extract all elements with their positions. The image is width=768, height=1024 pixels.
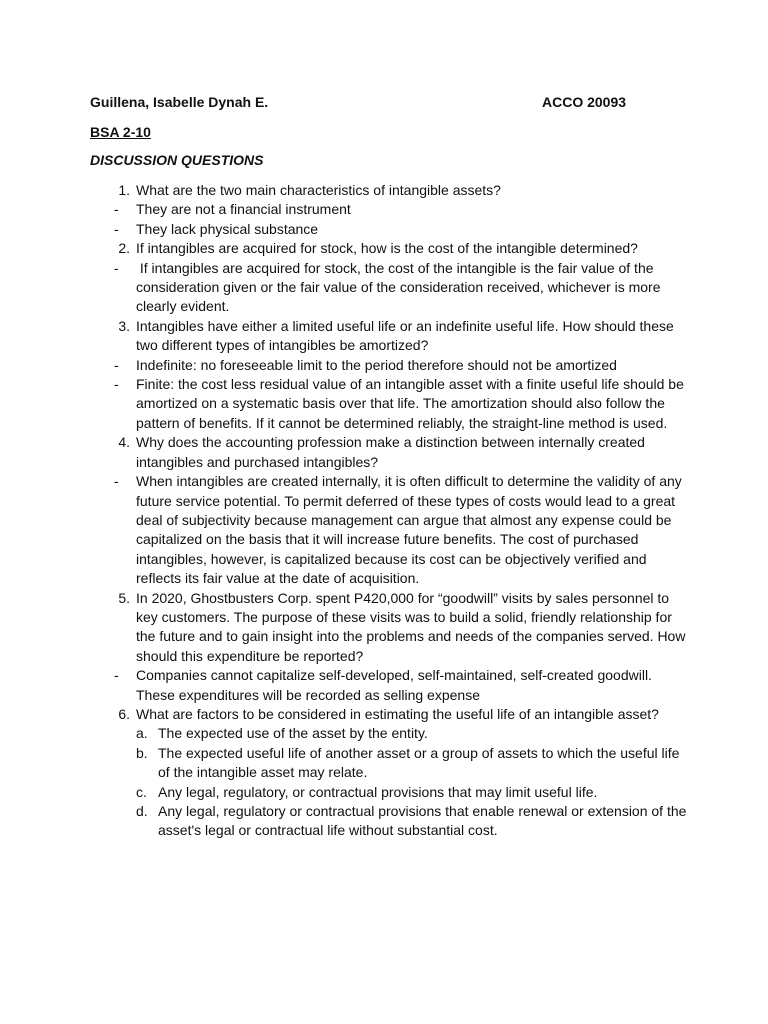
answer-text: Companies cannot capitalize self-developed, self-maintained, self-created goodwill. These expenditures will be recorded as selling expense (136, 667, 652, 703)
list-marker: - (114, 201, 119, 218)
answer-4 (90, 472, 690, 588)
question-text: Why does the accounting profession make a distinction between internally created intangibles and purchased intangibles? (136, 434, 645, 470)
factor-text: The expected use of the asset by the entity. (158, 725, 428, 742)
sub-marker: a. (136, 725, 148, 742)
answer-text: Finite: the cost less residual value of an intangible asset with a finite useful life should be amortized on a systematic basis over that life. The amortization should also follow the pattern of benefits. If it cannot be determined reliably, the straight-line method is used. (136, 376, 684, 431)
sub-marker: c. (136, 783, 147, 800)
answer-text: When intangibles are created internally, it is often difficult to determine the validity of any future service potential. To permit deferred of these types of costs would lead to a great deal of subjectivity because management can argue that almost any expense could be capitalized on the basis that it will increase future benefits. The cost of purchased intangibles, however, is capitalized because its cost can be objectively verified and reflects its fair value at the date of acquisition. (136, 473, 682, 587)
course-code: ACCO 20093 (542, 94, 627, 110)
answer-3b (90, 375, 690, 433)
question-text: In 2020, Ghostbusters Corp. spent P420,000 for “goodwill” visits by sales personnel to key customers. The purpose of these visits was to build a solid, friendly relationship for the future and to gain insight into the problems and needs of the companies served. How should this expenditure be reported? (136, 589, 686, 664)
student-name: Guillena, Isabelle Dynah E. (90, 94, 269, 110)
list-marker: - (114, 376, 119, 393)
list-marker: - (114, 356, 119, 373)
list-marker: 5. (118, 589, 130, 606)
list-marker: - (114, 220, 119, 237)
list-marker: - (114, 259, 119, 276)
question-text: What are factors to be considered in estimating the useful life of an intangible asset? (136, 705, 659, 722)
answer-2 (90, 259, 690, 317)
sub-marker: d. (136, 803, 148, 819)
answer-text: They are not a financial instrument (136, 201, 351, 218)
list-marker: 1. (118, 182, 130, 198)
factor-text: Any legal, regulatory or contractual provisions that enable renewal or extension of the asset's legal or contractual life without substantial cost. (158, 803, 687, 839)
answer-text: Indefinite: no foreseeable limit to the period therefore should not be amortized (136, 356, 617, 373)
factor-text: Any legal, regulatory, or contractual provisions that may limit useful life. (158, 783, 598, 800)
question-text: Intangibles have either a limited useful life or an indefinite useful life. How should these two different types of intangibles be amortized? (136, 317, 674, 354)
sub-marker: b. (136, 744, 148, 761)
question-5 (90, 589, 690, 667)
question-6 (90, 705, 690, 724)
factor-c (90, 783, 690, 802)
factor-text: The expected useful life of another asset or a group of assets to which the useful life of the intangible asset may relate. (158, 744, 680, 781)
factor-a (90, 724, 690, 743)
question-text: What are the two main characteristics of intangible assets? (136, 182, 501, 198)
header-row (90, 94, 650, 110)
class-section: BSA 2-10 (90, 124, 151, 140)
question-list (90, 181, 690, 841)
answer-1b (90, 220, 690, 239)
answer-3a (90, 356, 690, 375)
answer-5 (90, 666, 690, 705)
question-text: If intangibles are acquired for stock, how is the cost of the intangible determined? (136, 240, 638, 257)
answer-1a (90, 200, 690, 219)
list-marker: - (114, 473, 119, 490)
question-2 (90, 239, 690, 258)
question-4 (90, 433, 690, 472)
question-3 (90, 317, 690, 356)
list-marker: - (114, 667, 119, 684)
factor-b (90, 744, 690, 783)
list-marker: 4. (118, 434, 130, 451)
list-marker: 3. (118, 317, 130, 334)
list-marker: 6. (118, 705, 130, 722)
factor-d (90, 802, 690, 841)
answer-text: They lack physical substance (136, 220, 319, 237)
list-marker: 2. (118, 240, 130, 257)
document-title: DISCUSSION QUESTIONS (90, 152, 264, 168)
question-1 (90, 181, 690, 200)
answer-text: If intangibles are acquired for stock, the cost of the intangible is the fair value of the consideration given or the fair value of the consideration received, whichever is more clearly evident. (136, 259, 665, 315)
